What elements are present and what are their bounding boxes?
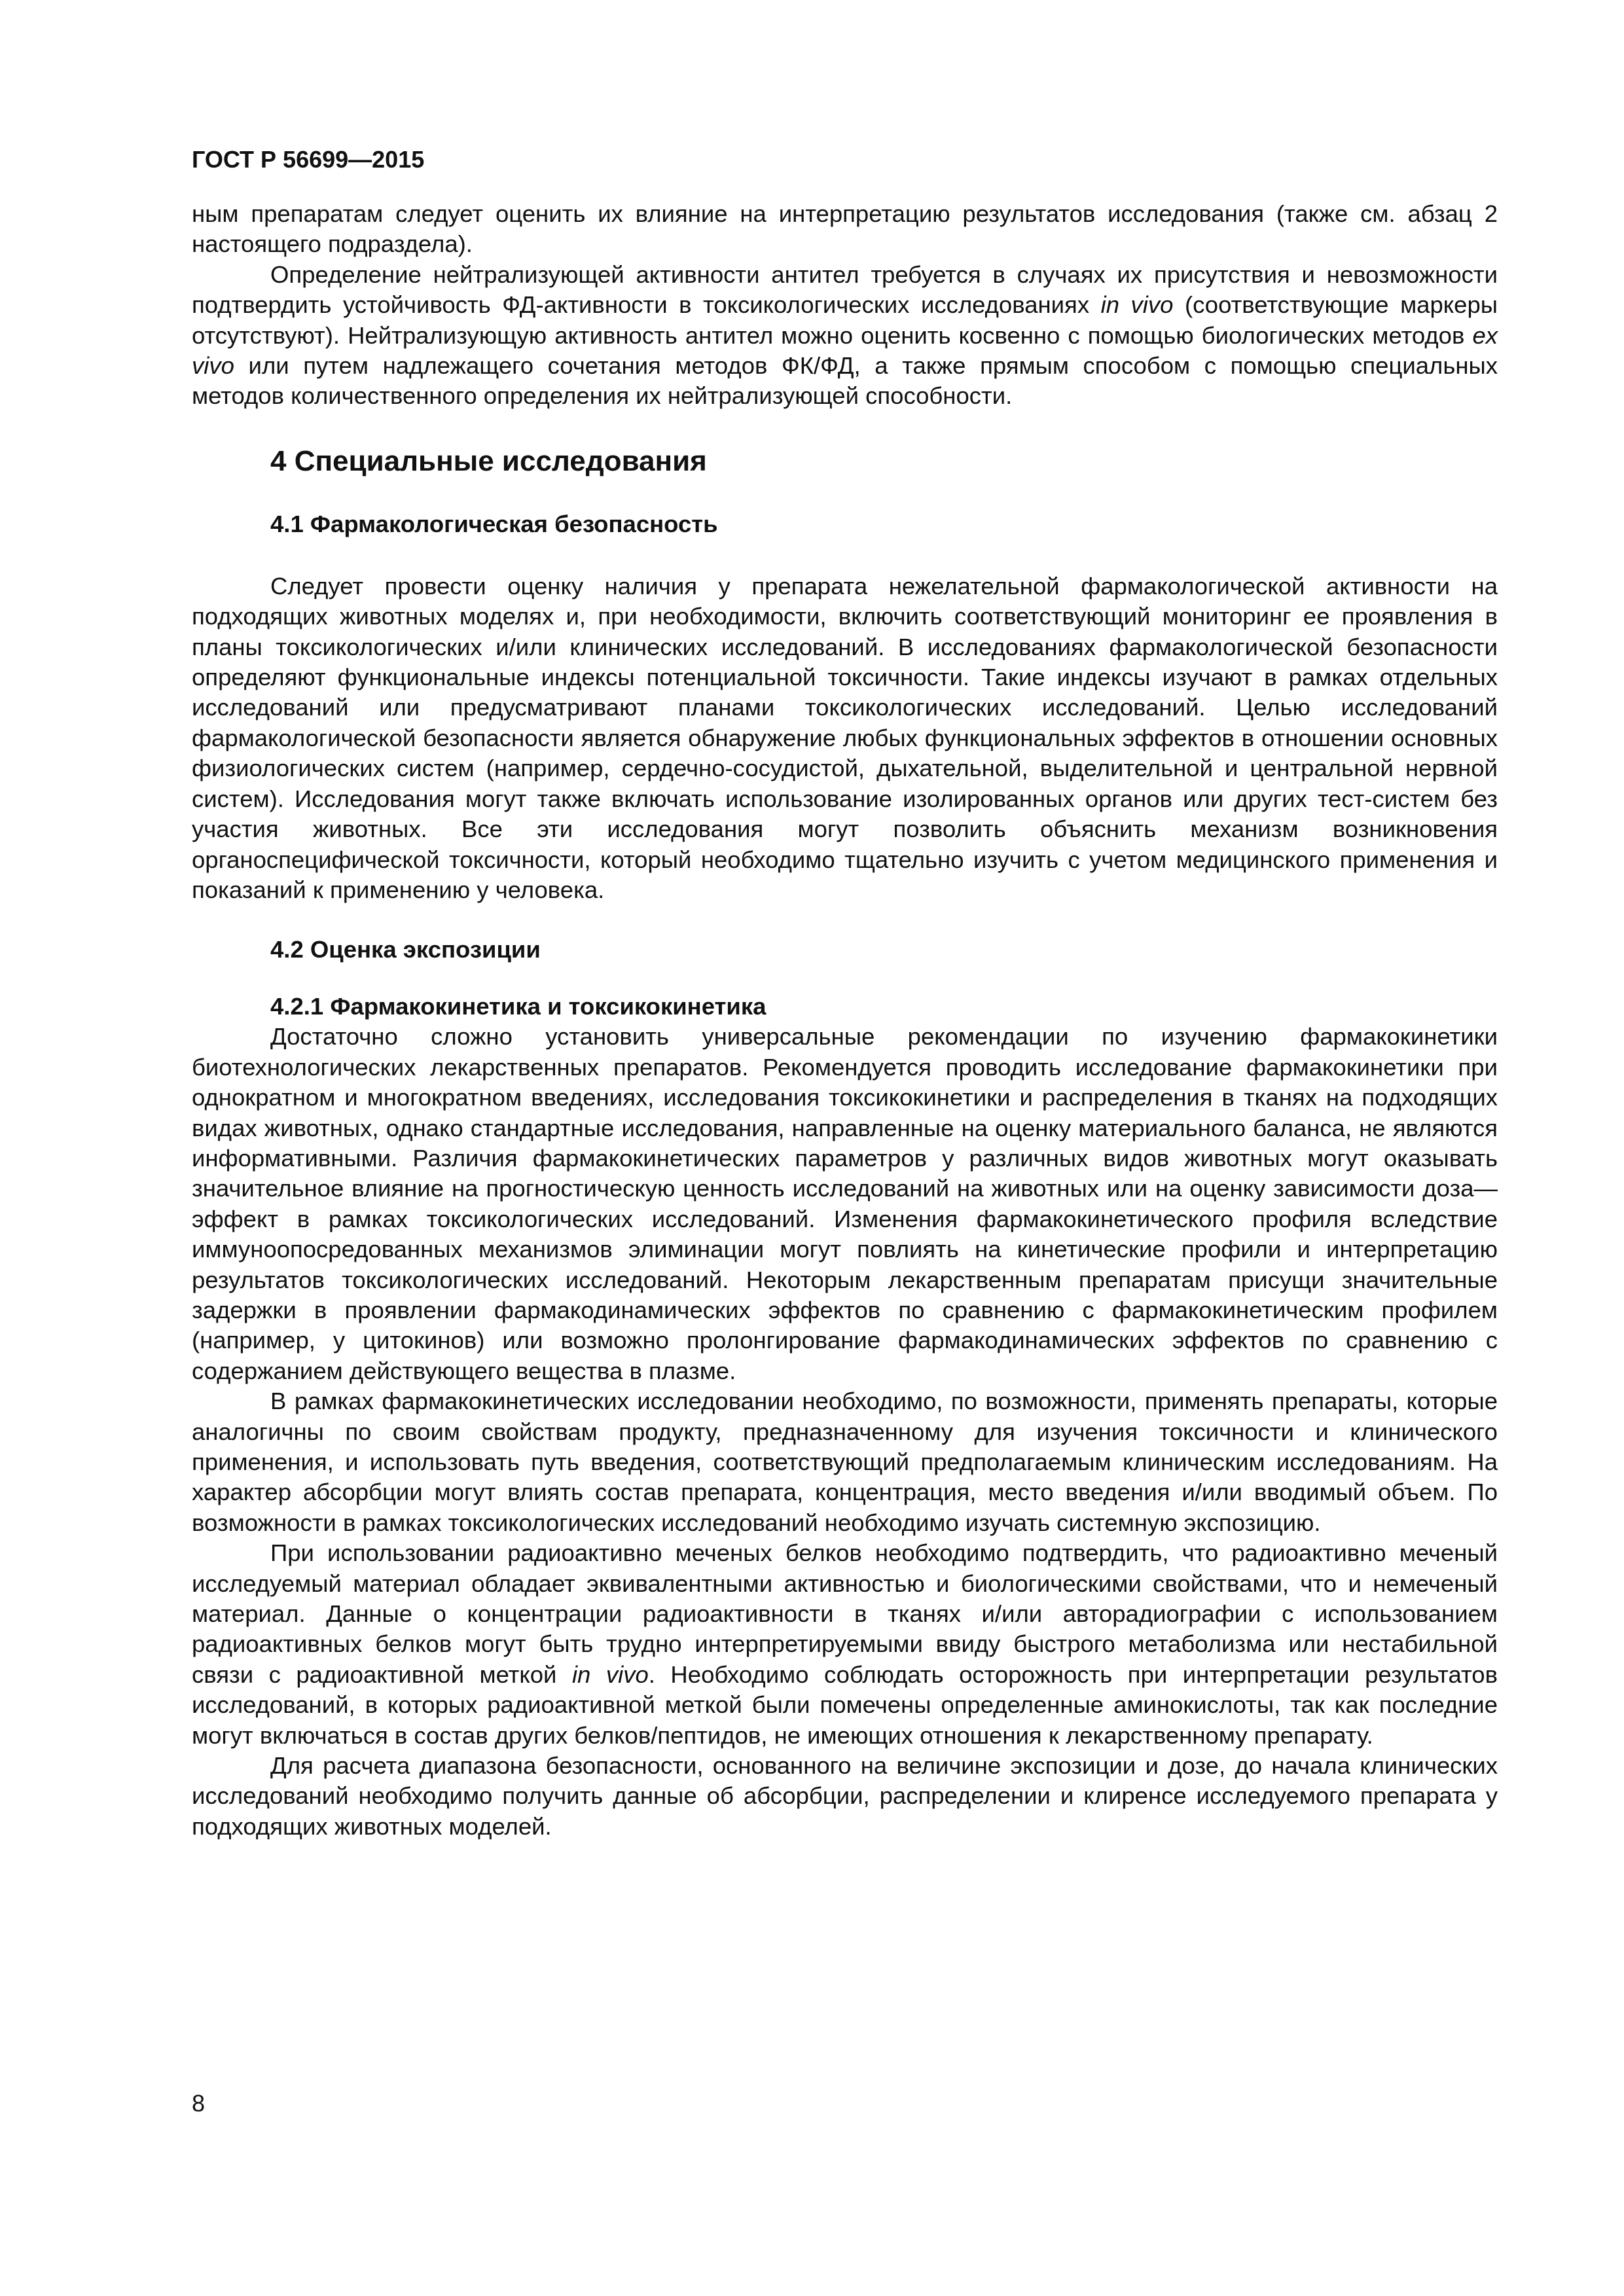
document-id-header: ГОСТ Р 56699—2015	[192, 146, 425, 173]
document-page	[192, 144, 1498, 1842]
italic-term: in vivo	[1100, 291, 1174, 319]
section-4-2-1-paragraph-2: В рамках фармакокинетических исследовании необходимо, по возможности, применять препараты, которые аналогичны по своим свойствам продукту, предназначенному для изучения токсичности и клинического применения, и использовать путь введения, соответствующий предполагаемым клиническим исследованиям. На характер абсорбции могут влиять состав препарата, концентрация, место введения и/или вводимый объем. По возможности в рамках токсикологических исследований необходимо изучать системную экспозицию.	[192, 1388, 1498, 1536]
page-number: 8	[192, 2090, 206, 2117]
intro-paragraph-1: ным препаратам следует оценить их влияние на интерпретацию результатов исследования (также см. абзац 2 настоящего подраздела).	[192, 200, 1498, 258]
section-4-2-1-paragraph-4: Для расчета диапазона безопасности, основанного на величине экспозиции и дозе, до начала клинических исследований необходимо получить данные об абсорбции, распределении и клиренсе исследуемого препарата у подходящих животных моделей.	[192, 1752, 1498, 1840]
section-heading-4: 4 Специальные исследования	[270, 444, 707, 477]
text-run: Определение нейтрализующей активности антител требуется в случаях их присутствия и невозможности подтвердить устойчивость ФД-активности в токсикологических исследованиях	[192, 260, 1498, 319]
text-run: . Необходимо соблюдать осторожность при интерпретации результатов исследований, в которых радиоактивной меткой были помечены определенные аминокислоты, так как последние могут включаться в состав других белков/пептидов, не имеющих отношения к лекарственному препарату.	[192, 1660, 1498, 1749]
text-run: или путем надлежащего сочетания методов ФК/ФД, а также прямым способом с помощью специальных методов количественного определения их нейтрализующей способности.	[192, 352, 1498, 410]
italic-term: ex vivo	[192, 321, 1498, 380]
section-4-1-paragraph: Следует провести оценку наличия у препарата нежелательной фармакологической активности на подходящих животных моделях и, при необходимости, включить соответствующий мониторинг ее проявления в планы токсикологических и/или клинических исследований. В исследованиях фармакологической безопасности определяют функциональные индексы потенциальной токсичности. Такие индексы изучают в рамках отдельных исследований или предусматривают планами токсикологических исследований. Целью исследований фармакологической безопасности является обнаружение любых функциональных эффектов в отношении основных физиологических систем (например, сердечно-сосудистой, дыхательной, выделительной и центральной нервной систем). Исследования могут также включать использование изолированных органов или других тест-систем без участия животных. Все эти исследования могут позволить объяснить механизм возникновения органоспецифической токсичности, который необходимо тщательно изучить с учетом медицинского применения и показаний к применению у человека.	[192, 572, 1498, 903]
italic-term: in vivo	[571, 1660, 649, 1688]
section-4-2-1-paragraph-3	[192, 1538, 1498, 1751]
text-run: При использовании радиоактивно меченых белков необходимо подтвердить, что радиоактивно меченый исследуемый материал обладает эквивалентными активностью и биологическими свойствами, что и немеченый материал. Данные о концентрации радиоактивности в тканях и/или авторадиографии с использованием радиоактивных белков могут быть трудно интерпретируемыми ввиду быстрого метаболизма или нестабильной связи с радиоактивной меткой	[192, 1539, 1498, 1688]
subsection-heading-4-2-1: 4.2.1 Фармакокинетика и токсикокинетика	[270, 993, 767, 1020]
subsection-heading-4-1: 4.1 Фармакологическая безопасность	[270, 510, 718, 537]
section-4-2-1-paragraph-1: Достаточно сложно установить универсальные рекомендации по изучению фармакокинетики биотехнологических лекарственных препаратов. Рекомендуется проводить исследование фармакокинетики при однократном и многократном введениях, исследования токсикокинетики и распределения в тканях на подходящих видах животных, однако стандартные исследования, направленные на оценку материального баланса, не являются информативными. Различия фармакокинетических параметров у различных видов животных могут оказывать значительное влияние на прогностическую ценность исследований на животных или на оценку зависимости доза—эффект в рамках токсикологических исследований. Изменения фармакокинетического профиля вследствие иммуноопосредованных механизмов элиминации могут повлиять на кинетические профили и интерпретацию результатов токсикологических исследований. Некоторым лекарственным препаратам присущи значительные задержки в проявлении фармакодинамических эффектов по сравнению с фармакокинетическим профилем (например, у цитокинов) или возможно пролонгирование фармакодинамических эффектов по сравнению с содержанием действующего вещества в плазме.	[192, 1023, 1498, 1384]
subsection-heading-4-2: 4.2 Оценка экспозиции	[270, 936, 541, 963]
text-run: (соответствующие маркеры отсутствуют). Нейтрализующую активность антител можно оценить косвенно с помощью биологических методов	[192, 291, 1498, 349]
intro-paragraph-2	[192, 260, 1498, 412]
